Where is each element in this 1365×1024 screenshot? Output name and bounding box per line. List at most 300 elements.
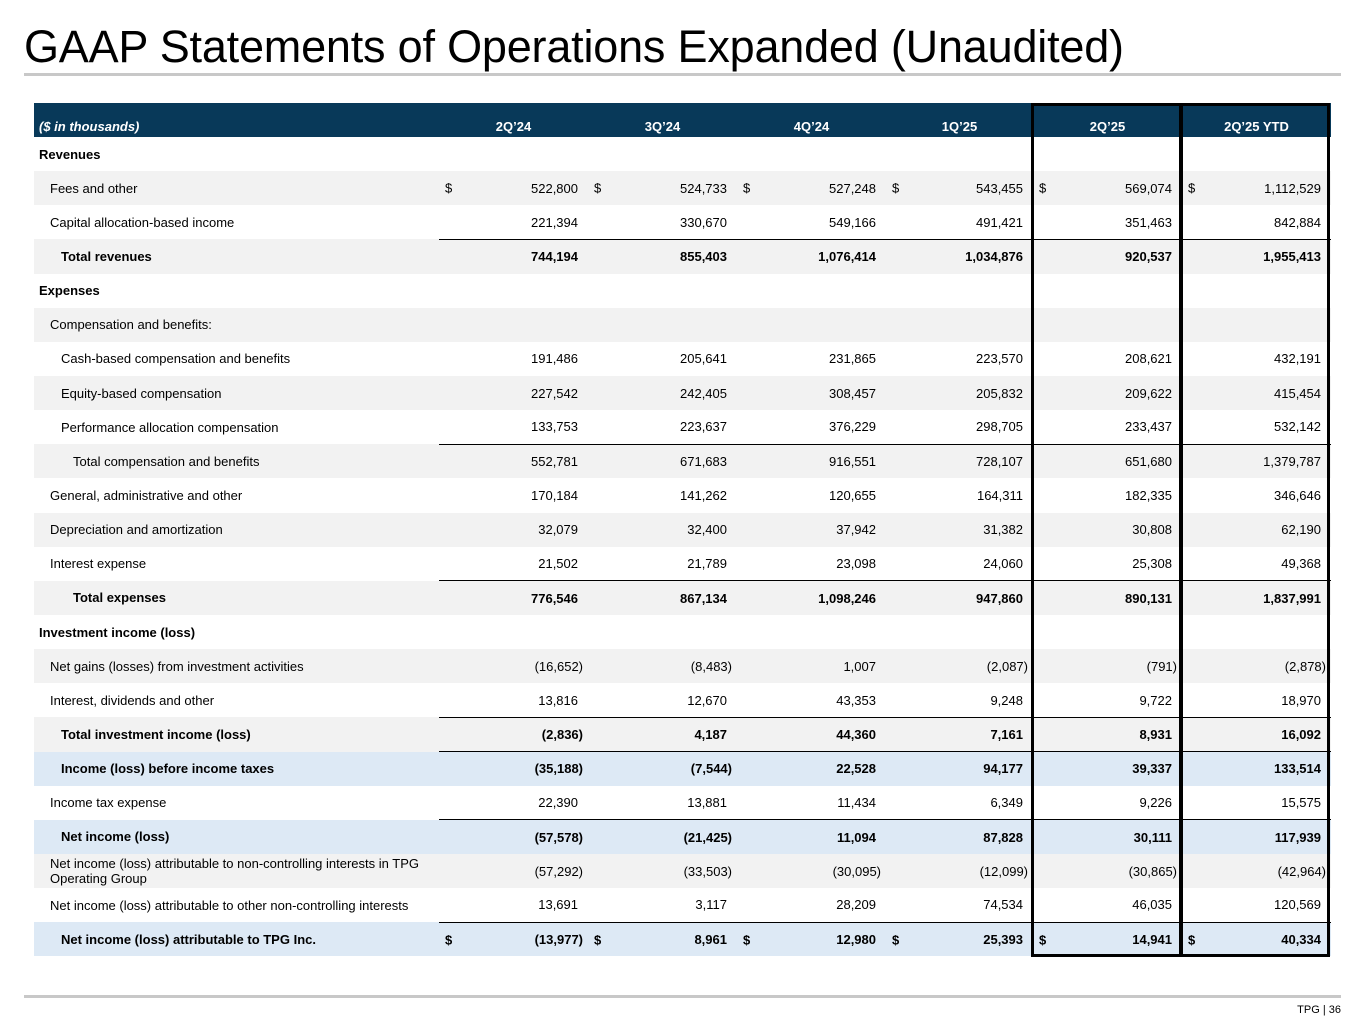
cell-value: 208,621 bbox=[1125, 351, 1172, 367]
value-cell bbox=[439, 683, 588, 717]
row-label: Net income (loss) bbox=[61, 829, 170, 845]
cell-value: 16,092 bbox=[1281, 726, 1321, 742]
value-cell bbox=[439, 513, 588, 547]
table-row bbox=[34, 513, 1331, 547]
value-cell bbox=[1182, 171, 1331, 205]
currency-symbol: $ bbox=[1188, 180, 1196, 196]
value-cell bbox=[588, 649, 737, 683]
value-cell bbox=[737, 888, 886, 922]
cell-value: 549,166 bbox=[829, 214, 876, 230]
cell-value: 74,534 bbox=[983, 897, 1023, 913]
value-cell bbox=[737, 683, 886, 717]
value-cell bbox=[737, 376, 886, 410]
row-label: Capital allocation-based income bbox=[50, 214, 235, 230]
value-cell bbox=[886, 410, 1033, 444]
cell-value: 522,800 bbox=[531, 180, 578, 196]
value-cell bbox=[1182, 922, 1331, 956]
cell-value: 24,060 bbox=[983, 556, 1023, 571]
table-row bbox=[34, 308, 1331, 342]
value-cell bbox=[886, 615, 1033, 649]
value-cell bbox=[588, 752, 737, 786]
cell-value: 1,379,787 bbox=[1263, 454, 1321, 470]
value-cell bbox=[1182, 513, 1331, 547]
row-label: Net income (loss) attributable to TPG Inc. bbox=[61, 931, 316, 947]
cell-value: (42,964) bbox=[1277, 863, 1326, 879]
cell-value: 6,349 bbox=[990, 794, 1023, 810]
value-cell bbox=[588, 239, 737, 273]
value-cell bbox=[886, 308, 1033, 342]
value-cell bbox=[439, 205, 588, 239]
value-cell bbox=[1182, 615, 1331, 649]
currency-symbol: $ bbox=[1039, 180, 1047, 196]
value-cell bbox=[588, 205, 737, 239]
table-row bbox=[34, 137, 1331, 171]
value-cell bbox=[737, 444, 886, 478]
currency-symbol: $ bbox=[743, 180, 751, 196]
value-cell bbox=[886, 171, 1033, 205]
cell-value: 31,382 bbox=[983, 522, 1023, 538]
cell-value: 25,308 bbox=[1132, 556, 1172, 571]
row-label: Depreciation and amortization bbox=[50, 522, 223, 538]
value-cell bbox=[588, 547, 737, 581]
value-cell bbox=[737, 820, 886, 854]
cell-value: (8,483) bbox=[690, 658, 732, 674]
cell-value: 182,335 bbox=[1125, 487, 1172, 503]
cell-value: 1,076,414 bbox=[818, 249, 876, 265]
value-cell bbox=[439, 308, 588, 342]
cell-value: 524,733 bbox=[680, 180, 727, 196]
value-cell bbox=[737, 239, 886, 273]
row-label: Income (loss) before income taxes bbox=[61, 761, 275, 777]
currency-symbol: $ bbox=[1188, 932, 1196, 948]
table-row bbox=[34, 922, 1331, 956]
value-cell bbox=[588, 717, 737, 751]
cell-value: 191,486 bbox=[531, 351, 578, 367]
value-cell bbox=[439, 376, 588, 410]
cell-value: 4,187 bbox=[694, 726, 727, 742]
value-cell bbox=[737, 547, 886, 581]
value-cell bbox=[439, 615, 588, 649]
cell-value: 890,131 bbox=[1125, 590, 1172, 606]
cell-value: 22,528 bbox=[836, 761, 876, 777]
value-cell bbox=[439, 786, 588, 820]
cell-value: (30,865) bbox=[1128, 863, 1177, 879]
value-cell bbox=[1182, 581, 1331, 615]
value-cell bbox=[439, 888, 588, 922]
cell-value: 44,360 bbox=[836, 726, 876, 742]
value-cell bbox=[588, 376, 737, 410]
row-label: Cash-based compensation and benefits bbox=[61, 351, 291, 367]
value-cell bbox=[588, 410, 737, 444]
value-cell bbox=[1033, 888, 1182, 922]
cell-value: 728,107 bbox=[976, 454, 1023, 470]
cell-value: (2,836) bbox=[541, 726, 583, 742]
cell-value: 30,808 bbox=[1132, 522, 1172, 538]
cell-value: 46,035 bbox=[1132, 897, 1172, 913]
value-cell bbox=[588, 274, 737, 308]
cell-value: 8,961 bbox=[694, 932, 727, 948]
cell-value: 141,262 bbox=[680, 487, 727, 503]
value-cell bbox=[886, 717, 1033, 751]
table-header-row bbox=[34, 103, 1331, 137]
cell-value: 1,112,529 bbox=[1264, 180, 1321, 196]
value-cell bbox=[1033, 786, 1182, 820]
cell-value: 1,837,991 bbox=[1263, 590, 1321, 606]
cell-value: 744,194 bbox=[531, 249, 578, 265]
cell-value: 18,970 bbox=[1281, 692, 1321, 708]
value-cell bbox=[1033, 581, 1182, 615]
cell-value: 22,390 bbox=[538, 794, 578, 810]
value-cell bbox=[439, 752, 588, 786]
currency-symbol: $ bbox=[743, 932, 751, 948]
value-cell bbox=[737, 137, 886, 171]
cell-value: (35,188) bbox=[534, 761, 583, 777]
value-cell bbox=[1033, 820, 1182, 854]
cell-value: 32,400 bbox=[687, 522, 727, 538]
value-cell bbox=[1033, 683, 1182, 717]
cell-value: 164,311 bbox=[976, 487, 1023, 503]
value-cell bbox=[886, 342, 1033, 376]
cell-value: 30,111 bbox=[1133, 829, 1172, 845]
row-label: Net income (loss) attributable to other non-controlling interests bbox=[50, 897, 409, 913]
cell-value: 227,542 bbox=[531, 385, 578, 401]
cell-value: 776,546 bbox=[531, 590, 578, 606]
cell-value: 133,514 bbox=[1274, 761, 1321, 777]
cell-value: 671,683 bbox=[680, 454, 727, 470]
row-label: Expenses bbox=[39, 283, 100, 299]
cell-value: 920,537 bbox=[1125, 249, 1172, 265]
value-cell bbox=[737, 615, 886, 649]
value-cell bbox=[1182, 786, 1331, 820]
cell-value: 231,865 bbox=[829, 351, 876, 367]
row-label: Performance allocation compensation bbox=[61, 419, 279, 435]
value-cell bbox=[886, 547, 1033, 581]
cell-value: 867,134 bbox=[680, 590, 727, 606]
cell-value: (57,578) bbox=[534, 829, 583, 845]
row-label: Income tax expense bbox=[50, 795, 167, 811]
value-cell bbox=[886, 922, 1033, 956]
column-header: 2Q’24 bbox=[495, 119, 532, 134]
value-cell bbox=[886, 444, 1033, 478]
cell-value: (30,095) bbox=[832, 863, 881, 879]
cell-value: 1,034,876 bbox=[965, 249, 1023, 265]
value-cell bbox=[439, 410, 588, 444]
cell-value: 209,622 bbox=[1125, 385, 1172, 401]
cell-value: 9,226 bbox=[1139, 794, 1172, 810]
column-header: 2Q’25 YTD bbox=[1224, 119, 1289, 134]
value-cell bbox=[1033, 922, 1182, 956]
value-cell bbox=[886, 649, 1033, 683]
cell-value: 491,421 bbox=[976, 214, 1023, 230]
value-cell bbox=[439, 820, 588, 854]
cell-value: 221,394 bbox=[531, 214, 578, 230]
value-cell bbox=[588, 820, 737, 854]
cell-value: 49,368 bbox=[1281, 556, 1321, 571]
cell-value: (16,652) bbox=[534, 658, 583, 674]
value-cell bbox=[588, 683, 737, 717]
cell-value: 15,575 bbox=[1281, 794, 1321, 810]
table-row bbox=[34, 752, 1331, 786]
cell-value: 855,403 bbox=[680, 249, 727, 265]
cell-value: 376,229 bbox=[829, 419, 876, 435]
cell-value: 947,860 bbox=[976, 590, 1023, 606]
table-row bbox=[34, 717, 1331, 751]
statements-table-container bbox=[34, 103, 1330, 956]
value-cell bbox=[1033, 444, 1182, 478]
cell-value: (2,087) bbox=[986, 658, 1028, 674]
table-row bbox=[34, 820, 1331, 854]
value-cell bbox=[588, 308, 737, 342]
value-cell bbox=[737, 786, 886, 820]
row-label: Revenues bbox=[39, 146, 101, 162]
value-cell bbox=[886, 786, 1033, 820]
value-cell bbox=[886, 513, 1033, 547]
value-cell bbox=[1182, 547, 1331, 581]
title-divider bbox=[24, 73, 1341, 76]
value-cell bbox=[1033, 615, 1182, 649]
cell-value: 39,337 bbox=[1132, 761, 1172, 777]
value-cell bbox=[1182, 888, 1331, 922]
table-row bbox=[34, 888, 1331, 922]
table-row bbox=[34, 683, 1331, 717]
table-row bbox=[34, 649, 1331, 683]
table-row bbox=[34, 274, 1331, 308]
cell-value: 308,457 bbox=[829, 385, 876, 401]
value-cell bbox=[588, 137, 737, 171]
cell-value: 233,437 bbox=[1125, 419, 1172, 435]
value-cell bbox=[1033, 513, 1182, 547]
currency-symbol: $ bbox=[892, 180, 900, 196]
cell-value: 117,939 bbox=[1274, 829, 1321, 845]
value-cell bbox=[1033, 171, 1182, 205]
cell-value: 62,190 bbox=[1281, 522, 1321, 538]
value-cell bbox=[439, 922, 588, 956]
cell-value: 532,142 bbox=[1274, 419, 1321, 435]
value-cell bbox=[886, 137, 1033, 171]
cell-value: 37,942 bbox=[836, 522, 876, 538]
cell-value: 23,098 bbox=[836, 556, 876, 571]
cell-value: 28,209 bbox=[836, 897, 876, 913]
value-cell bbox=[886, 205, 1033, 239]
cell-value: 170,184 bbox=[531, 487, 578, 503]
cell-value: 9,722 bbox=[1139, 692, 1172, 708]
cell-value: (2,878) bbox=[1284, 658, 1326, 674]
value-cell bbox=[1033, 376, 1182, 410]
cell-value: 1,007 bbox=[843, 658, 876, 674]
cell-value: 415,454 bbox=[1274, 385, 1321, 401]
table-row bbox=[34, 171, 1331, 205]
value-cell bbox=[1033, 854, 1182, 888]
table-row bbox=[34, 478, 1331, 512]
currency-symbol: $ bbox=[594, 932, 602, 948]
currency-symbol: $ bbox=[445, 180, 453, 196]
row-label: Compensation and benefits: bbox=[50, 317, 212, 333]
value-cell bbox=[886, 581, 1033, 615]
value-cell bbox=[1182, 854, 1331, 888]
value-cell bbox=[1033, 410, 1182, 444]
value-cell bbox=[588, 786, 737, 820]
cell-value: 1,098,246 bbox=[818, 590, 876, 606]
value-cell bbox=[439, 274, 588, 308]
value-cell bbox=[1182, 649, 1331, 683]
footer-divider bbox=[24, 995, 1341, 998]
value-cell bbox=[1182, 820, 1331, 854]
unit-label: ($ in thousands) bbox=[39, 119, 140, 134]
column-header: 1Q’25 bbox=[941, 119, 978, 134]
table-row bbox=[34, 854, 1331, 888]
value-cell bbox=[439, 239, 588, 273]
row-label: Total revenues bbox=[61, 248, 152, 264]
cell-value: 87,828 bbox=[983, 829, 1023, 845]
cell-value: 13,881 bbox=[687, 794, 727, 810]
value-cell bbox=[1182, 239, 1331, 273]
row-label: Interest expense bbox=[50, 556, 147, 572]
value-cell bbox=[439, 547, 588, 581]
table-row bbox=[34, 342, 1331, 376]
cell-value: 40,334 bbox=[1281, 932, 1321, 948]
value-cell bbox=[886, 376, 1033, 410]
value-cell bbox=[588, 513, 737, 547]
table-row bbox=[34, 547, 1331, 581]
cell-value: 7,161 bbox=[990, 726, 1023, 742]
value-cell bbox=[588, 581, 737, 615]
value-cell bbox=[1033, 478, 1182, 512]
value-cell bbox=[1182, 308, 1331, 342]
value-cell bbox=[886, 752, 1033, 786]
cell-value: 14,941 bbox=[1132, 932, 1172, 948]
row-label: Interest, dividends and other bbox=[50, 692, 215, 708]
value-cell bbox=[737, 649, 886, 683]
value-cell bbox=[886, 239, 1033, 273]
cell-value: 543,455 bbox=[976, 180, 1023, 196]
cell-value: 9,248 bbox=[990, 692, 1023, 708]
value-cell bbox=[1033, 717, 1182, 751]
cell-value: 651,680 bbox=[1125, 454, 1172, 470]
value-cell bbox=[1182, 752, 1331, 786]
cell-value: (57,292) bbox=[534, 863, 583, 879]
column-header: 2Q’25 bbox=[1089, 119, 1126, 134]
row-label: Total investment income (loss) bbox=[61, 726, 251, 742]
value-cell bbox=[1033, 239, 1182, 273]
table-row bbox=[34, 239, 1331, 273]
value-cell bbox=[737, 478, 886, 512]
row-label: Fees and other bbox=[50, 180, 138, 196]
value-cell bbox=[1182, 410, 1331, 444]
value-cell bbox=[588, 444, 737, 478]
value-cell bbox=[1033, 547, 1182, 581]
value-cell bbox=[737, 581, 886, 615]
value-cell bbox=[439, 444, 588, 478]
cell-value: 13,691 bbox=[538, 897, 578, 913]
currency-symbol: $ bbox=[445, 932, 453, 948]
currency-symbol: $ bbox=[594, 180, 602, 196]
value-cell bbox=[737, 342, 886, 376]
value-cell bbox=[1033, 205, 1182, 239]
value-cell bbox=[1033, 649, 1182, 683]
value-cell bbox=[1033, 308, 1182, 342]
value-cell bbox=[737, 410, 886, 444]
table-row bbox=[34, 444, 1331, 478]
value-cell bbox=[1182, 717, 1331, 751]
value-cell bbox=[1182, 205, 1331, 239]
value-cell bbox=[1182, 274, 1331, 308]
cell-value: 842,884 bbox=[1274, 214, 1321, 230]
cell-value: 11,434 bbox=[837, 794, 876, 810]
row-label: Total compensation and benefits bbox=[73, 453, 260, 469]
value-cell bbox=[588, 478, 737, 512]
row-label: Total expenses bbox=[73, 590, 166, 606]
value-cell bbox=[737, 274, 886, 308]
currency-symbol: $ bbox=[1039, 932, 1047, 948]
cell-value: 298,705 bbox=[976, 419, 1023, 435]
value-cell bbox=[1182, 342, 1331, 376]
page-title: GAAP Statements of Operations Expanded (Unaudited) bbox=[24, 21, 1124, 72]
cell-value: 330,670 bbox=[680, 214, 727, 230]
cell-value: 120,655 bbox=[829, 487, 876, 503]
cell-value: 21,789 bbox=[687, 556, 727, 571]
cell-value: 32,079 bbox=[538, 522, 578, 538]
cell-value: 242,405 bbox=[680, 385, 727, 401]
cell-value: 133,753 bbox=[531, 419, 578, 435]
cell-value: 223,570 bbox=[976, 351, 1023, 367]
value-cell bbox=[737, 171, 886, 205]
table-row bbox=[34, 410, 1331, 444]
value-cell bbox=[439, 581, 588, 615]
cell-value: 21,502 bbox=[538, 556, 578, 571]
value-cell bbox=[886, 478, 1033, 512]
value-cell bbox=[439, 478, 588, 512]
cell-value: 569,074 bbox=[1125, 180, 1172, 196]
value-cell bbox=[886, 683, 1033, 717]
value-cell bbox=[886, 274, 1033, 308]
value-cell bbox=[886, 888, 1033, 922]
cell-value: 13,816 bbox=[538, 692, 578, 708]
value-cell bbox=[1182, 478, 1331, 512]
statements-of-operations-table bbox=[34, 103, 1331, 956]
value-cell bbox=[439, 717, 588, 751]
value-cell bbox=[1033, 274, 1182, 308]
value-cell bbox=[886, 820, 1033, 854]
value-cell bbox=[588, 615, 737, 649]
cell-value: 205,832 bbox=[976, 385, 1023, 401]
currency-symbol: $ bbox=[892, 932, 900, 948]
table-row bbox=[34, 205, 1331, 239]
value-cell bbox=[737, 205, 886, 239]
cell-value: 432,191 bbox=[1274, 351, 1321, 367]
value-cell bbox=[1182, 137, 1331, 171]
page-footer: TPG | 36 bbox=[1297, 1004, 1341, 1016]
cell-value: 346,646 bbox=[1274, 487, 1321, 503]
row-label: Net income (loss) attributable to non-controlling interests in TPG Operating Group bbox=[50, 856, 419, 887]
cell-value: 351,463 bbox=[1125, 214, 1172, 230]
value-cell bbox=[886, 854, 1033, 888]
value-cell bbox=[737, 922, 886, 956]
value-cell bbox=[439, 342, 588, 376]
row-label: Equity-based compensation bbox=[61, 385, 222, 401]
value-cell bbox=[439, 171, 588, 205]
cell-value: 94,177 bbox=[983, 761, 1023, 777]
value-cell bbox=[737, 308, 886, 342]
cell-value: (33,503) bbox=[683, 863, 732, 879]
value-cell bbox=[1033, 137, 1182, 171]
cell-value: 1,955,413 bbox=[1263, 249, 1321, 265]
cell-value: 12,980 bbox=[836, 932, 876, 948]
column-header: 4Q’24 bbox=[793, 119, 830, 134]
value-cell bbox=[1033, 752, 1182, 786]
cell-value: (21,425) bbox=[683, 829, 732, 845]
cell-value: 8,931 bbox=[1139, 726, 1172, 742]
table-row bbox=[34, 786, 1331, 820]
